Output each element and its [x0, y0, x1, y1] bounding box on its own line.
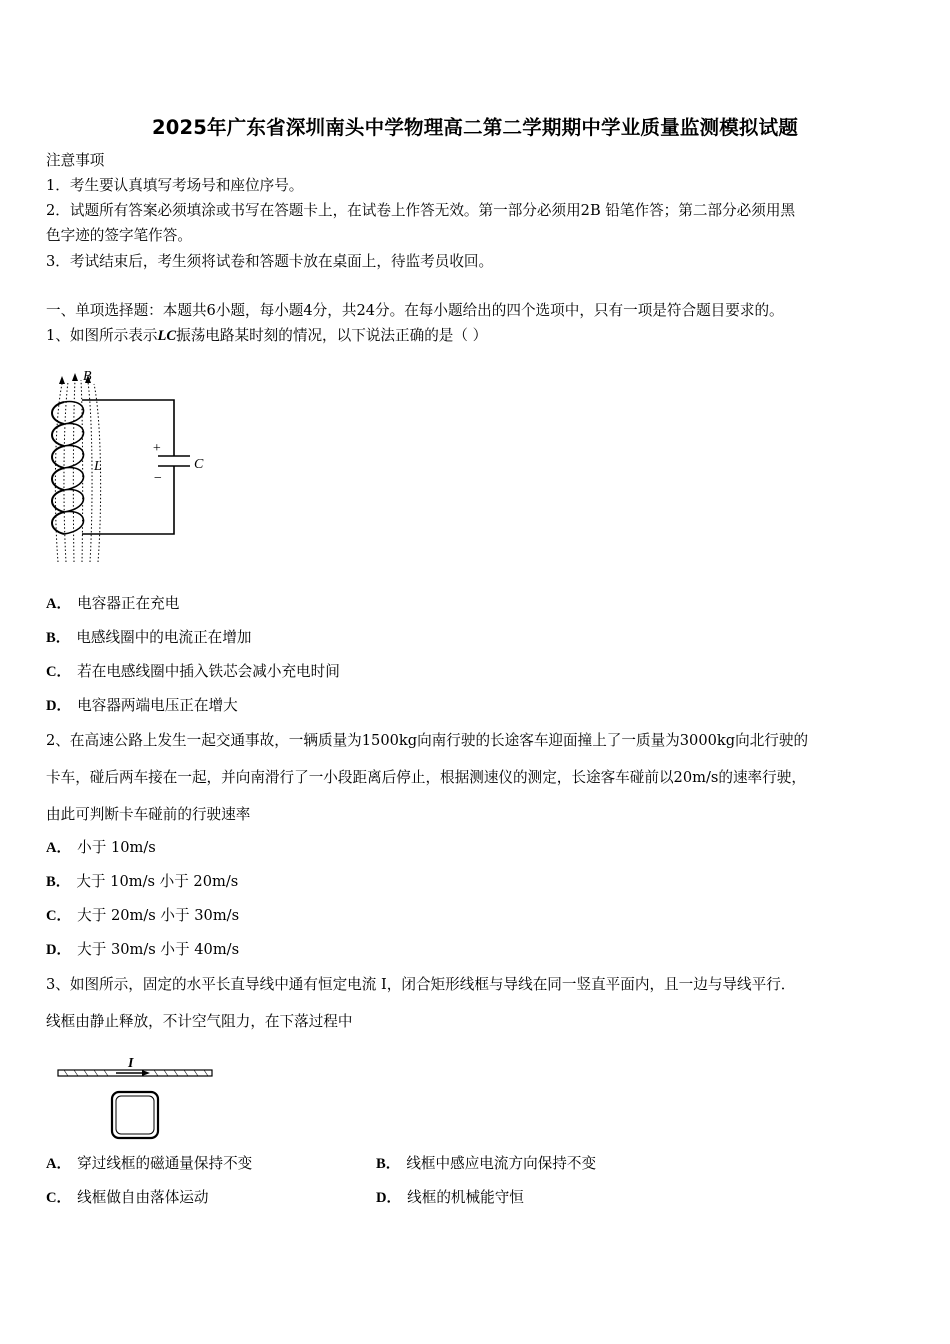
- rect-loop-outer: [112, 1092, 158, 1138]
- q1-option-a: A． 电容器正在充电: [46, 595, 180, 612]
- page-title: 2025年广东省深圳南头中学物理高二第二学期期中学业质量监测模拟试题: [151, 116, 799, 139]
- label-b: B: [83, 369, 92, 384]
- q2-stem-line-3: 由此可判断卡车碰前的行驶速率: [46, 806, 251, 823]
- label-i: I: [128, 1056, 134, 1071]
- q3-option-b: B． 线框中感应电流方向保持不变: [376, 1155, 597, 1172]
- q1-stem-suffix: 振荡电路某时刻的情况，以下说法正确的是（ ）: [176, 327, 488, 344]
- q3-option-d: D． 线框的机械能守恒: [376, 1189, 524, 1206]
- wire-loop-figure: [56, 1052, 216, 1144]
- q1-stem: [46, 326, 908, 346]
- notice-item-3: 3．考试结束后，考生须将试卷和答题卡放在桌面上，待监考员收回。: [46, 253, 494, 270]
- notice-item-2: 2．试题所有答案必须填涂或书写在答题卡上，在试卷上作答无效。第一部分必须用2B 铅笔作答；第二部分必须用黑: [46, 202, 796, 219]
- q2-stem-line-1: 2、在高速公路上发生一起交通事故，一辆质量为1500kg向南行驶的长途客车迎面撞上了一质量为3000kg向北行驶的: [46, 732, 809, 749]
- q1-option-d: D． 电容器两端电压正在增大: [46, 697, 238, 714]
- q2-option-c: C． 大于 20m/s 小于 30m/s: [46, 907, 240, 924]
- notice-item-2-cont: 色字迹的签字笔作答。: [46, 227, 192, 244]
- q3-option-a: A． 穿过线框的磁通量保持不变: [46, 1155, 253, 1172]
- label-l: L: [94, 459, 102, 474]
- q1-stem-lc: LC: [157, 328, 177, 344]
- q3-option-c: C． 线框做自由落体运动: [46, 1189, 209, 1206]
- notice-heading: 注意事项: [46, 152, 105, 169]
- q2-stem-line-2: 卡车，碰后两车接在一起，并向南滑行了一小段距离后停止，根据测速仪的测定，长途客车碰前以20m/s的速率行驶，: [46, 769, 806, 786]
- label-c: C: [194, 457, 204, 472]
- lc-circuit-figure: [44, 362, 214, 567]
- q2-option-b: B． 大于 10m/s 小于 20m/s: [46, 873, 239, 890]
- inductor-coil: [52, 402, 84, 534]
- q1-option-b: B． 电感线圈中的电流正在增加: [46, 629, 252, 646]
- q2-option-d: D． 大于 30m/s 小于 40m/s: [46, 941, 240, 958]
- section-heading: 一、单项选择题：本题共6小题，每小题4分，共24分。在每小题给出的四个选项中，只有一项是符合题目要求的。: [46, 302, 784, 319]
- capacitor-minus: −: [153, 471, 163, 486]
- q2-option-a: A． 小于 10m/s: [46, 839, 156, 856]
- q1-option-c: C． 若在电感线圈中插入铁芯会减小充电时间: [46, 663, 340, 680]
- q3-stem-line-2: 线框由静止释放，不计空气阻力，在下落过程中: [46, 1013, 353, 1030]
- q3-stem-line-1: 3、如图所示，固定的水平长直导线中通有恒定电流 I，闭合矩形线框与导线在同一竖直平面内，且一边与导线平行．: [46, 976, 796, 993]
- capacitor-plus: +: [152, 441, 162, 456]
- notice-item-1: 1．考生要认真填写考场号和座位序号。: [46, 177, 304, 194]
- rect-loop-inner: [116, 1096, 154, 1134]
- q1-stem-prefix: 1、如图所示表示: [46, 327, 158, 344]
